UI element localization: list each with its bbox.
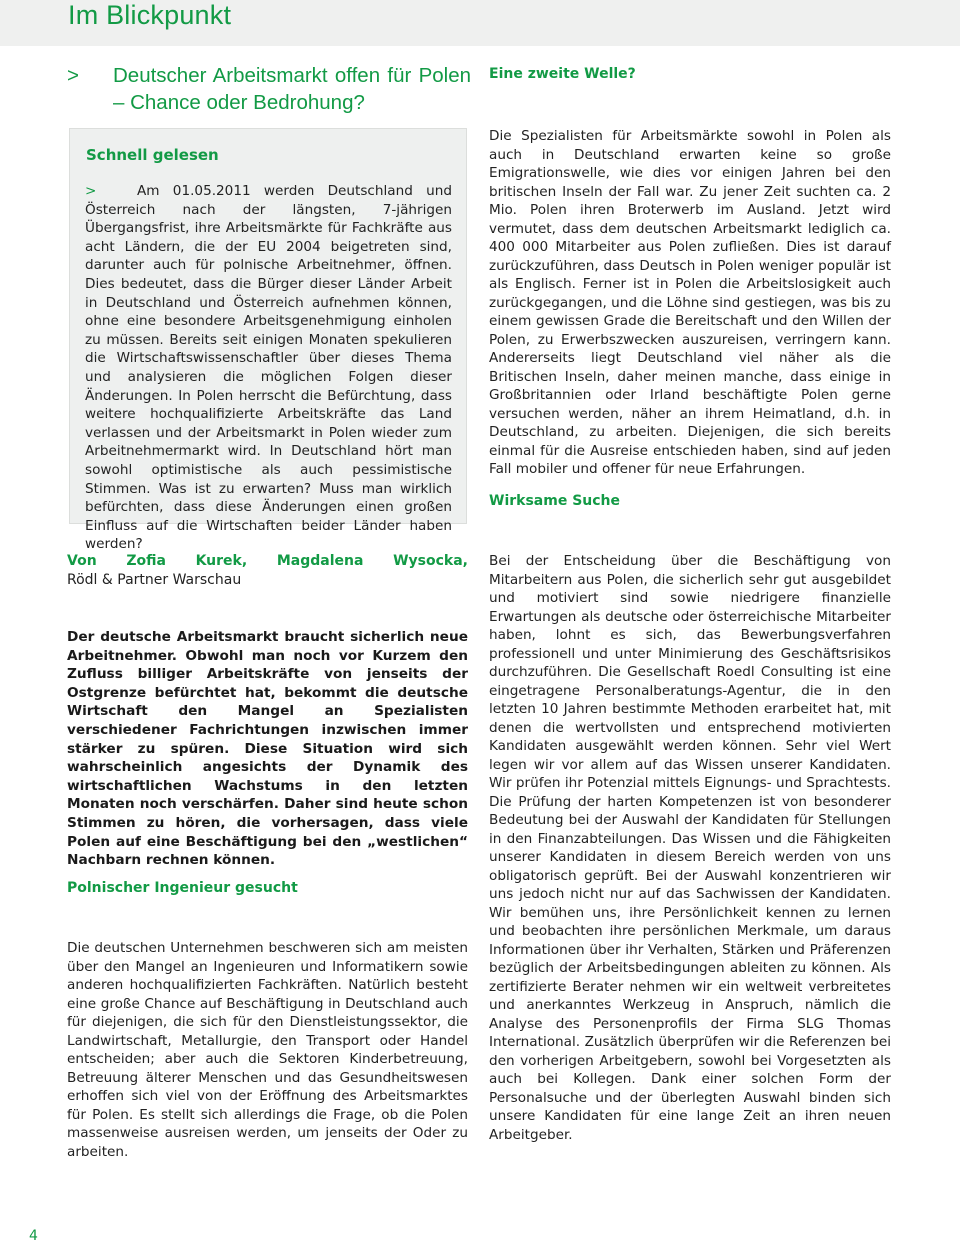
page-header-band bbox=[0, 0, 960, 46]
article-headline bbox=[67, 62, 471, 116]
text-ingenieur: Die deutschen Unternehmen beschweren sich am meisten über den Mangel an Ingenieuren und Informatikern sowie anderen hochqualifizierten Fachkräften. Natürlich besteht eine große Chance auf Beschäftigung in Deutschland auch für diejenigen, die sich für den Dienstleistungssektor, die Landwirtschaft, Metallurgie, den Transport oder Handel entscheiden; aber auch die Sektoren Kinderbetreuung, Betreuung älterer Menschen und das Gesundheitswesen erhoffen sich viel von der Eröffnung des Arbeitsmarktes für Polen. Es stellt sich allerdings die Frage, ob die Polen massenweise ausreisen werden, um jenseits der Oder zu arbeiten. bbox=[67, 940, 468, 1160]
headline-marker: > bbox=[67, 64, 79, 87]
article-lead: Der deutsche Arbeitsmarkt braucht sicherlich neue Arbeitnehmer. Obwohl man noch vor Kurzem den Zufluss billiger Arbeitskräfte von jenseits der Ostgrenze befürchtet hat, bekommt die deutsche Wirtschaft den Mangel an Spezialisten verschiedener Fachrichtungen inzwischen immer stärker zu spüren. Diese Situation wird sich wahrscheinlich angesichts der Dynamik des wirtschaftlichen Wachstums in den letzten Monaten noch verschärfen. Daher sind heute schon Stimmen zu hören, die vorhersagen, dass viele Polen auf eine Beschäftigung bei den „westlichen“ Nachbarn rechnen können. bbox=[67, 629, 468, 869]
headline-text: Deutscher Arbeitsmarkt offen für Polen – Chance oder Bedrohung? bbox=[113, 64, 471, 114]
summary-box bbox=[69, 128, 467, 553]
text-zweite-welle: Die Spezialisten für Arbeitsmärkte sowohl in Polen als auch in Deutschland erwarten keine so große Emigrationswelle, wie dies vor einigen Jahren bei den britischen Inseln der Fall war. Zu jener Zeit suchten ca. 2 Mio. Polen ihren Broterwerb im Ausland. Jetzt wird vermutet, dass dem deutschen Arbeitsmarkt lediglich ca. 400 000 Mitarbeiter aus Polen zufließen. Dies ist darauf zurückzuführen, dass Deutsch in Polen weniger populär ist als Englisch. Ferner ist in Polen die Arbeitslosigkeit auch zurückgegangen, und die Löhne sind gestiegen, was bis zu einem gewissen Grade die Bereitschaft und den Willen der Polen, zu Erwerbszwecken auszureisen, verringern kann. Andererseits liegt Deutschland viel näher als die Britischen Inseln, daher meinen manche, dass einige in Großbritannien oder Irland beschäftigte Polen gerne versuchen werden, näher an ihrem Heimatland, d.h. in Deutschland, zu arbeiten. Diejenigen, die sich bereits einmal für die Ausreise entschieden haben, sind auf jeden Fall mobiler und offener für neue Erfahrungen. bbox=[489, 128, 891, 477]
heading-wirksame-suche: Wirksame Suche bbox=[489, 493, 621, 509]
summary-body: Am 01.05.2011 werden Deutschland und Österreich nach der längsten, 7-jährigen Übergangsfrist, ihre Arbeitsmärkte für Fachkräfte aus acht Ländern, die der EU 2004 beigetreten sind, darunter auch für polnische Arbeitnehmer, öffnen. Dies bedeutet, dass die Bürger dieser Länder Arbeit in Deutschland und Österreich aufnehmen können, ohne eine besondere Arbeitsgenehmigung einholen zu müssen. Bereits seit einigen Monaten spekulieren die Wirtschaftswissenschaftler über dieses Thema und analysieren die möglichen Folgen dieser Änderungen. In Polen herrscht die Befürchtung, dass weitere hochqualifizierte Arbeitskräfte das Land verlassen und der Arbeitsmarkt in Polen wieder zum Arbeitnehmermarkt wird. In Deutschland hört man sowohl optimistische als auch pessimistische Stimmen. Was ist zu erwarten? Muss man wirklich befürchten, dass diese Änderungen einen großen Einfluss auf die Wirtschaften beider Länder haben werden? bbox=[85, 183, 452, 553]
page-number: 4 bbox=[29, 1228, 38, 1244]
summary-marker: > bbox=[85, 183, 97, 199]
heading-zweite-welle: Eine zweite Welle? bbox=[489, 66, 636, 82]
summary-box-text bbox=[85, 182, 452, 554]
text-wirksame-suche: Bei der Entscheidung über die Beschäftigung von Mitarbeitern aus Polen, die sicherlich sehr gut ausgebildet und motiviert sind sowie niedrigere finanzielle Erwartungen als deutsche oder österreichische Mitarbeiter haben, lohnt es sich, das Bewerbungsverfahren professionell und unter Minimierung des Geschäftsrisikos durchzuführen. Die Gesellschaft Roedl Consulting ist eine eingetragene Personalberatungs-Agentur, die in den letzten 10 Jahren bestimmte Methoden erarbeitet hat, mit denen die wertvollsten und entsprechend motivierten Kandidaten ausgewählt werden können. Sehr viel Wert legen wir vor allem auf das Wissen unserer Kandidaten. Wir prüfen ihr Potenzial mittels Eignungs- und Sprachtests. Die Prüfung der harten Kompetenzen ist von besonderer Bedeutung bei der Auswahl der Kandidaten für Stellungen in den Finanzabteilungen. Das Wissen und die Fähigkeiten unserer Kandidaten in diesem Bereich werden von uns obligatorisch geprüft. Bei der Auswahl konzentrieren wir uns jedoch nicht nur auf das Sachwissen der Kandidaten. Wir bemühen uns, ihre Persönlichkeit kennen zu lernen und beobachten ihre persönlichen Merkmale, um daraus Informationen über ihr Verhalten, Stärken und Präferenzen bezüglich der Arbeitsbedingungen ableiten zu können. Als zertifizierte Berater nehmen wir ein weltweit verbreitetes und anerkanntes Werkzeug in Anspruch, nämlich die Analyse des Personenprofils der Firma SLG Thomas International. Zusätzlich überprüfen wir die Referenzen bei den vorherigen Arbeitgebern, sowohl bei Vorgesetzten als auch bei Kollegen. Dank einer solchen Form der Personalsuche und der überlegten Auswahl binden sich unsere Kandidaten für eine lange Zeit an ihren neuen Arbeitgeber. bbox=[489, 553, 891, 1143]
article-byline bbox=[67, 552, 468, 589]
author-affiliation: Rödl & Partner Warschau bbox=[67, 571, 242, 588]
heading-ingenieur: Polnischer Ingenieur gesucht bbox=[67, 880, 298, 896]
section-title: Im Blickpunkt bbox=[68, 0, 232, 30]
author-names: Von Zofia Kurek, Magdalena Wysocka, bbox=[67, 553, 468, 569]
summary-box-title: Schnell gelesen bbox=[86, 146, 219, 164]
